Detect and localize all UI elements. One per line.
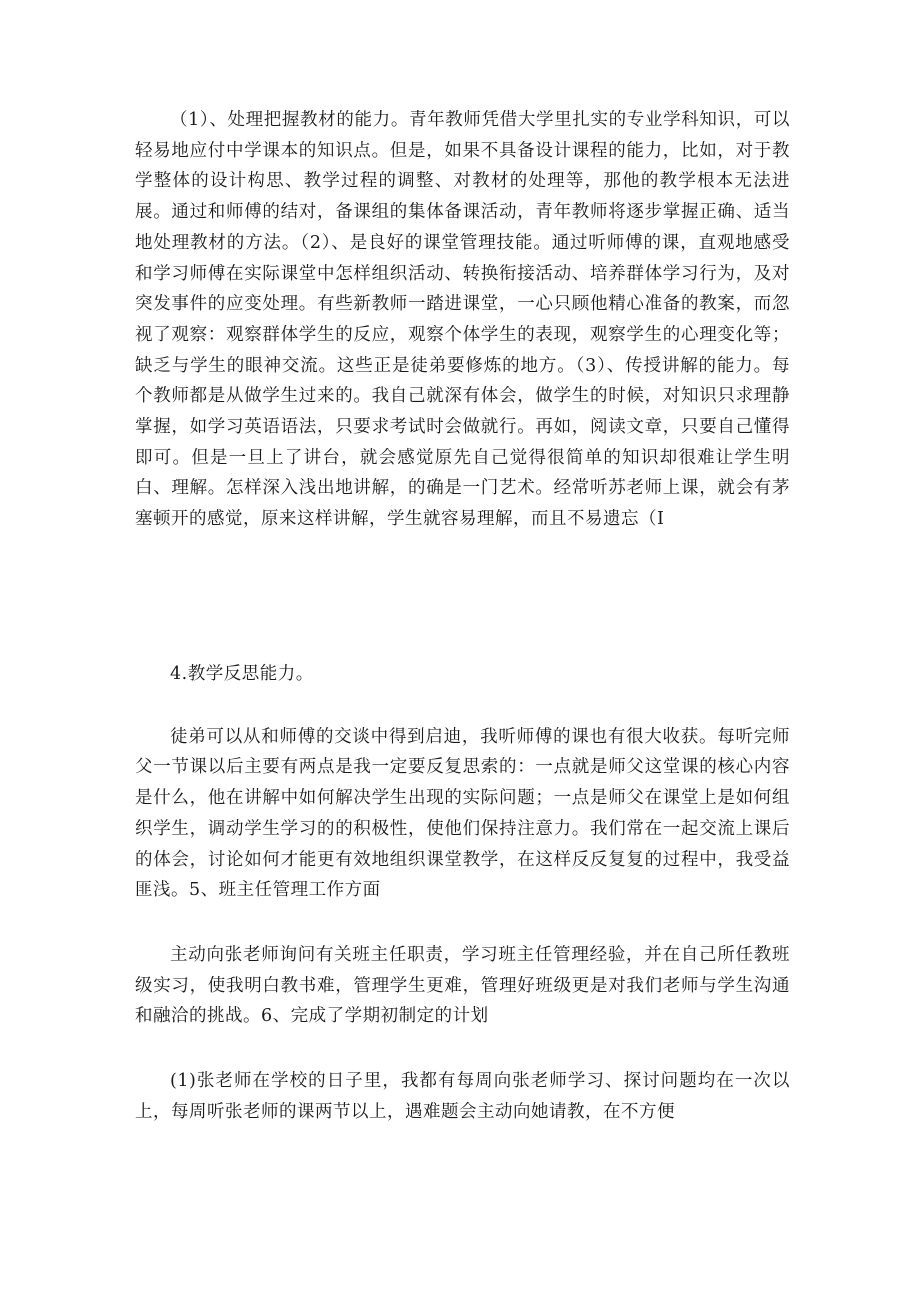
paragraph-class-management: 主动向张老师询问有关班主任职责，学习班主任管理经验，并在自己所任教班级实习，使我明白教书难，管理学生更难，管理好班级更是对我们老师与学生沟通和融洽的挑战。6、完成了学期初制定的计划 (135, 944, 790, 1027)
paragraph-plan-completion: (1)张老师在学校的日子里，我都有每周向张老师学习、探讨问题均在一次以上，每周听张老师的课两节以上，遇难题会主动向她请教，在不方便 (135, 1071, 790, 1122)
paragraph-learning-from-mentor: 徒弟可以从和师傅的交谈中得到启迪，我听师傅的课也有很大收获。每听完师父一节课以后主要有两点是我一定要反复思索的：一点就是师父这堂课的核心内容是什么，他在讲解中如何解决学生出现的实际问题；一点是师父在课堂上是如何组织学生，调动学生学习的的积极性，使他们保持注意力。我们常在一起交流上课后的体会，讨论如何才能更有效地组织课堂教学，在这样反反复复的过程中，我受益匪浅。5、班主任管理工作方面 (135, 726, 790, 901)
document-page (135, 105, 790, 1127)
paragraph-teaching-abilities: （1）、处理把握教材的能力。青年教师凭借大学里扎实的专业学科知识，可以轻易地应付中学课本的知识点。但是，如果不具备设计课程的能力，比如，对于教学整体的设计构思、教学过程的调整、对教材的处理等，那他的教学根本无法进展。通过和师傅的结对，备课组的集体备课活动，青年教师将逐步掌握正确、适当地处理教材的方法。（2）、是良好的课堂管理技能。通过听师傅的课，直观地感受和学习师傅在实际课堂中怎样组织活动、转换衔接活动、培养群体学习行为，及对突发事件的应变处理。有些新教师一踏进课堂，一心只顾他精心准备的教案，而忽视了观察：观察群体学生的反应，观察个体学生的表现，观察学生的心理变化等；缺乏与学生的眼神交流。这些正是徒弟要修炼的地方。（3）、传授讲解的能力。每个教师都是从做学生过来的。我自己就深有体会，做学生的时候，对知识只求理静掌握，如学习英语语法，只要求考试时会做就行。再如，阅读文章，只要自己懂得即可。但是一旦上了讲台，就会感觉原先自己觉得很简单的知识却很难让学生明白、理解。怎样深入浅出地讲解，的确是一门艺术。经常听苏老师上课，就会有茅塞顿开的感觉，原来这样讲解，学生就容易理解，而且不易遗忘（I (135, 110, 790, 530)
heading-reflection-ability: 4.教学反思能力。 (170, 664, 314, 684)
